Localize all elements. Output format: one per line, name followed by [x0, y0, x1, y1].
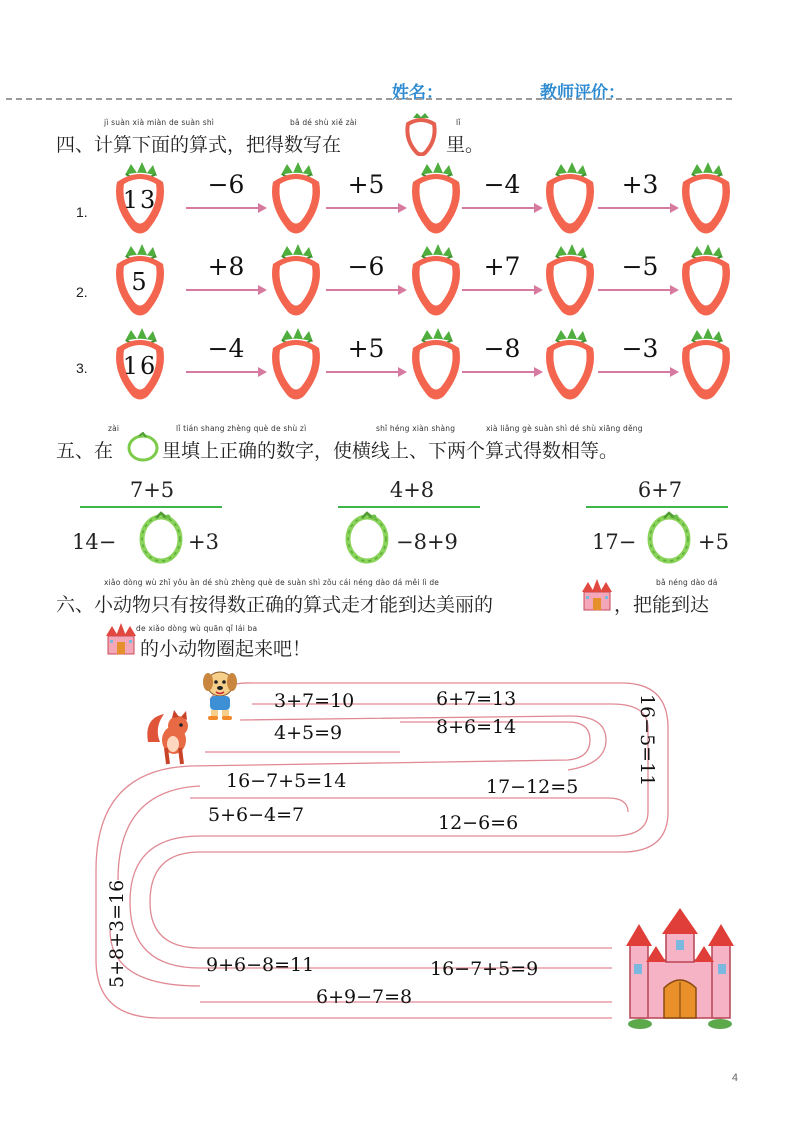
maze-eq-3: 6+7=13 — [436, 688, 517, 710]
row2-op-4: −5 — [621, 252, 659, 281]
problem3-bottom-left: 17− — [592, 530, 637, 554]
section4-title-end: 里。 — [446, 134, 485, 156]
maze-eq-1: 3+7=10 — [274, 690, 355, 712]
start-number-3: 16 — [122, 352, 158, 380]
castle-destination-icon[interactable] — [626, 908, 734, 1030]
maze-eq-4: 8+6=14 — [436, 716, 517, 738]
section5-pinyin-3: shǐ héng xiàn shàng — [376, 424, 456, 433]
row2-op-3: +7 — [483, 252, 521, 281]
maze-eq-10: 5+8+3=16 — [106, 879, 128, 988]
row3-op-4: −3 — [621, 334, 659, 363]
section4-pinyin-2: bǎ dé shù xiě zài — [290, 118, 357, 127]
maze-eq-13: 6+9−7=8 — [316, 986, 413, 1008]
problem2-bottom-right: −8+9 — [396, 530, 458, 554]
section4-pinyin-3: lǐ — [456, 118, 461, 127]
section4-title: 四、计算下面的算式，把得数写在 — [56, 134, 342, 156]
maze-eq-6: 16−7+5=14 — [226, 770, 347, 792]
row1-op-4: +3 — [621, 170, 659, 199]
section6-pinyin-2: bǎ néng dào dá — [656, 578, 718, 587]
maze-eq-12: 16−7+5=9 — [430, 958, 539, 980]
section6-title-end: 的小动物圈起来吧！ — [140, 638, 312, 660]
maze-eq-9: 12−6=6 — [438, 812, 519, 834]
row-3-label: 3. — [76, 360, 88, 376]
squirrel-icon[interactable] — [144, 708, 196, 768]
maze-eq-11: 9+6−8=11 — [206, 954, 315, 976]
maze-eq-5: 16−5=11 — [636, 694, 658, 787]
name-label: 姓名： — [392, 83, 443, 103]
section6-pinyin-3: de xiǎo dòng wù quān qǐ lái ba — [136, 624, 258, 633]
problem2-top: 4+8 — [389, 478, 435, 502]
maze-eq-8: 5+6−4=7 — [208, 804, 305, 826]
row3-op-2: +5 — [347, 334, 385, 363]
maze-eq-2: 4+5=9 — [274, 722, 343, 744]
row-2-label: 2. — [76, 284, 88, 300]
start-number-2: 5 — [131, 268, 149, 296]
problem1-top: 7+5 — [129, 478, 175, 502]
start-number-1: 13 — [122, 186, 158, 214]
row-1-label: 1. — [76, 204, 88, 220]
section6-title: 六、小动物只有按得数正确的算式走才能到达美丽的 — [56, 594, 494, 616]
problem1-bottom-left: 14− — [72, 530, 117, 554]
problem3-top: 6+7 — [637, 478, 683, 502]
section6-title-cont: ，把能到达 — [614, 594, 710, 616]
row3-op-1: −4 — [207, 334, 245, 363]
row1-op-2: +5 — [347, 170, 385, 199]
dog-icon[interactable] — [198, 666, 244, 722]
section5-pinyin-4: xià liǎng gè suàn shì dé shù xiāng děng — [486, 424, 643, 433]
problem3-bottom-right: +5 — [698, 530, 729, 554]
problem1-bottom-right: +3 — [188, 530, 219, 554]
row1-op-1: −6 — [207, 170, 245, 199]
section6-pinyin-1: xiǎo dòng wù zhǐ yǒu àn dé shù zhèng què de suàn shì zǒu cái néng dào dá měi lì de — [104, 578, 440, 587]
page-number: 4 — [731, 1072, 738, 1084]
section5-pinyin-1: zài — [108, 424, 120, 433]
row3-op-3: −8 — [483, 334, 521, 363]
section5-title: 五、在 — [56, 440, 114, 462]
row1-op-3: −4 — [483, 170, 521, 199]
section5-title-end: 里填上正确的数字，使横线上、下两个算式得数相等。 — [162, 440, 619, 462]
row2-op-2: −6 — [347, 252, 385, 281]
section4-pinyin-1: jì suàn xià miàn de suàn shì — [104, 118, 215, 127]
maze-eq-7: 17−12=5 — [486, 776, 579, 798]
teacher-evaluation-label: 教师评价： — [540, 83, 625, 103]
row2-op-1: +8 — [207, 252, 245, 281]
section5-pinyin-2: lǐ tián shang zhèng què de shù zì — [176, 424, 307, 433]
